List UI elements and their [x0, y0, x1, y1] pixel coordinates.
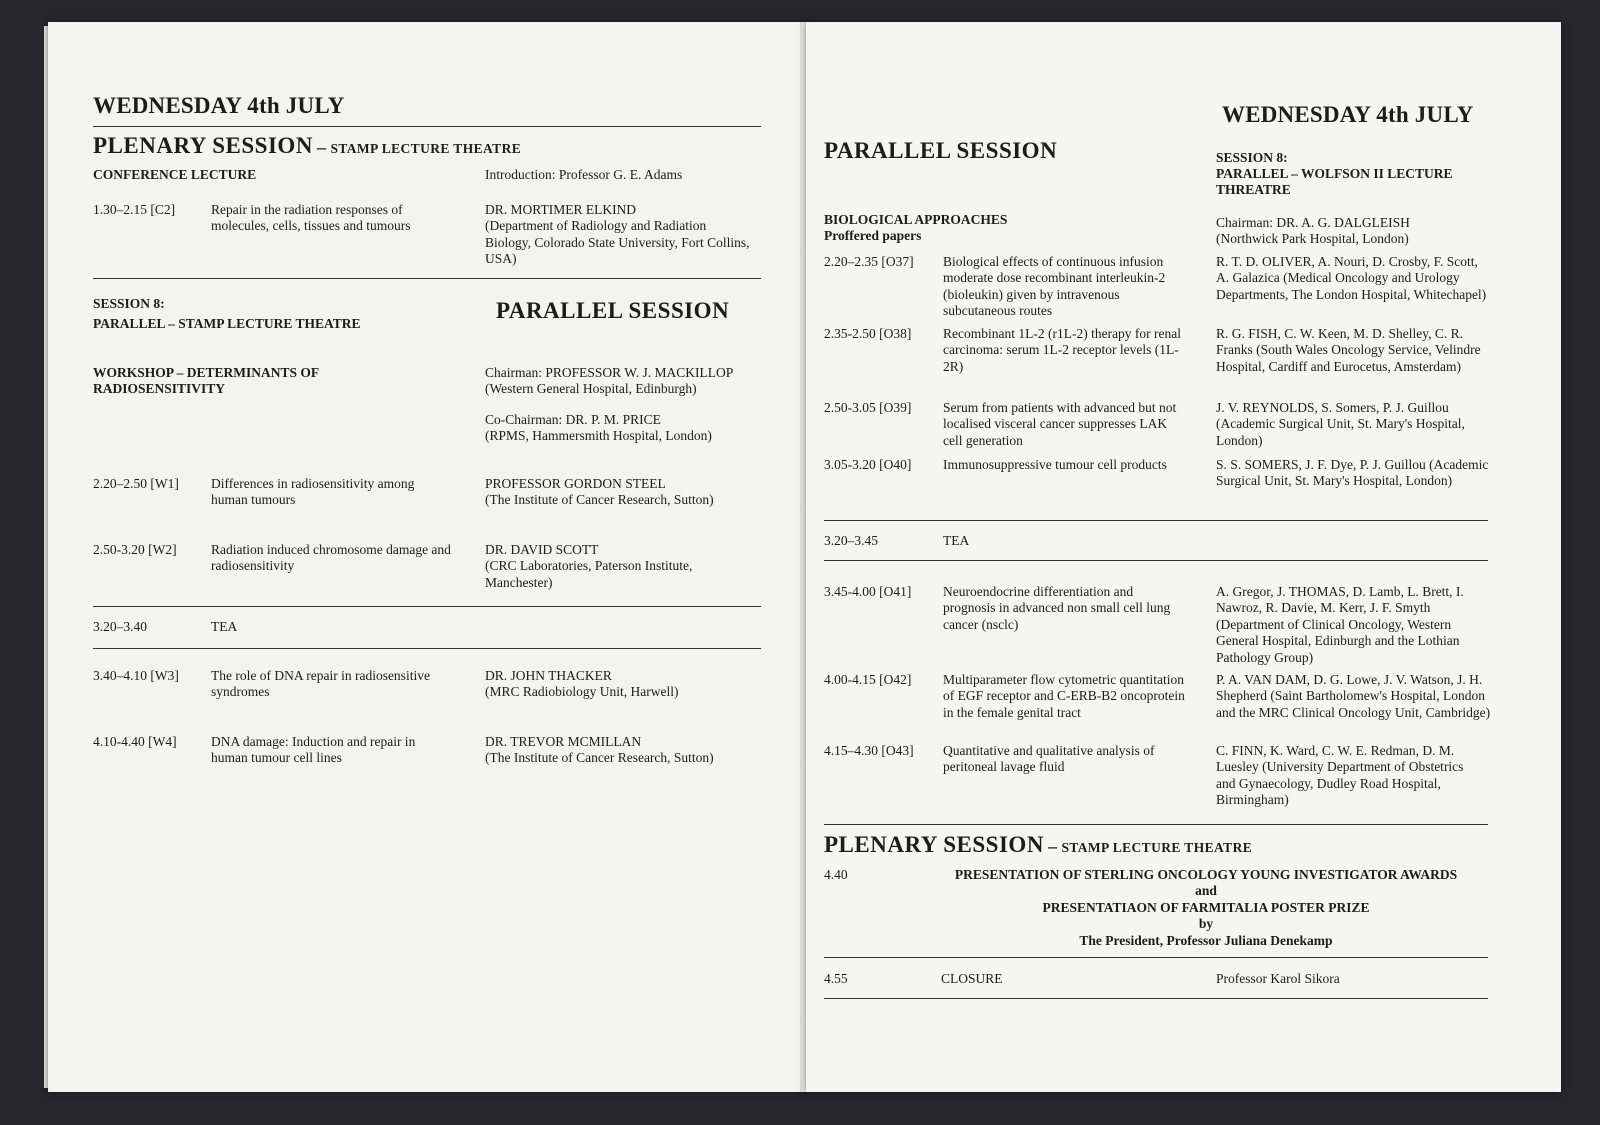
awards-block [916, 867, 1496, 949]
chairman: Chairman: DR. A. G. DALGLEISH [1216, 215, 1410, 230]
speaker-block [485, 668, 770, 701]
paper-title: Recombinant 1L-2 (r1L-2) therapy for renal carcinoma: serum 1L-2 receptor levels (1L-2R) [943, 326, 1182, 374]
introduction: Introduction: Professor G. E. Adams [485, 167, 683, 182]
parallel-session-heading: PARALLEL SESSION [496, 298, 730, 323]
conference-lecture-label: CONFERENCE LECTURE [93, 167, 257, 182]
paper-time: 4.00-4.15 [O42] [824, 672, 912, 687]
chairman-affiliation: (Western General Hospital, Edinburgh) [485, 381, 697, 397]
paper-authors: R. T. D. OLIVER, A. Nouri, D. Crosby, F. Scott, A. Galazica (Medical Oncology and Urology Departments, The London Hospital, Whitechapel) [1216, 254, 1487, 302]
awards-time: 4.40 [824, 867, 848, 882]
session-label: SESSION 8: [1216, 150, 1288, 165]
paper-title: Multiparameter flow cytometric quantitation of EGF receptor and C-ERB-B2 oncoprotein in the female genital tract [943, 672, 1185, 720]
divider [824, 998, 1488, 999]
paper-time: 2.20–2.35 [O37] [824, 254, 914, 269]
cochairman: Co-Chairman: DR. P. M. PRICE [485, 411, 661, 427]
chairman-affiliation: (Northwick Park Hospital, London) [1216, 231, 1409, 247]
awards-line-5: The President, Professor Juliana Denekamp [1079, 932, 1333, 948]
divider [824, 560, 1488, 561]
tea-time: 3.20–3.45 [824, 533, 878, 548]
talk-title: DNA damage: Induction and repair in human tumour cell lines [211, 734, 416, 766]
speaker-affiliation: (Department of Radiology and Radiation Biology, Colorado State University, Fort Collins, USA) [485, 218, 750, 267]
speaker-name: DR. MORTIMER ELKIND [485, 202, 637, 217]
tea-label: TEA [943, 533, 970, 548]
paper-title: Quantitative and qualitative analysis of peritoneal lavage fluid [943, 743, 1155, 775]
plenary-dash: – [316, 137, 327, 157]
chairman: Chairman: PROFESSOR W. J. MACKILLOP [485, 365, 734, 380]
speaker-name: DR. TREVOR MCMILLAN [485, 734, 642, 749]
paper-time: 2.35-2.50 [O38] [824, 326, 912, 341]
awards-line-1: PRESENTATION OF STERLING ONCOLOGY YOUNG INVESTIGATOR AWARDS [954, 867, 1458, 882]
tea-label: TEA [211, 619, 238, 634]
plenary-venue: STAMP LECTURE THEATRE [330, 141, 522, 156]
closure-time: 4.55 [824, 971, 848, 986]
talk-title: Radiation induced chromosome damage and radiosensitivity [211, 542, 451, 574]
workshop-chair-block [485, 365, 770, 445]
paper-authors: R. G. FISH, C. W. Keen, M. D. Shelley, C. R. Franks (South Wales Oncology Service, Velindre Hospital, Cardiff and Eurocetus, Amsterdam) [1216, 326, 1481, 374]
talk-title: Repair in the radiation responses of molecules, cells, tissues and tumours [211, 202, 411, 234]
plenary-heading [824, 832, 1252, 858]
paper-time: 2.50-3.05 [O39] [824, 400, 912, 415]
session-venue: PARALLEL – STAMP LECTURE THEATRE [93, 316, 361, 331]
speaker-block [485, 476, 770, 509]
closure-speaker: Professor Karol Sikora [1216, 971, 1340, 986]
paper-time: 4.15–4.30 [O43] [824, 743, 914, 758]
talk-time: 1.30–2.15 [C2] [93, 202, 176, 217]
chair-block [1216, 215, 1516, 248]
awards-line-2: and [1195, 883, 1217, 899]
plenary-heading [93, 133, 521, 159]
cochairman-affiliation: (RPMS, Hammersmith Hospital, London) [485, 428, 712, 444]
closure-label: CLOSURE [941, 971, 1003, 986]
paper-title: Serum from patients with advanced but not localised visceral cancer suppresses LAK cell generation [943, 400, 1177, 448]
paper-time: 3.05-3.20 [O40] [824, 457, 912, 472]
talk-time: 4.10-4.40 [W4] [93, 734, 177, 749]
tea-time: 3.20–3.40 [93, 619, 147, 634]
talk-time: 3.40–4.10 [W3] [93, 668, 179, 683]
paper-title: Immunosuppressive tumour cell products [943, 457, 1167, 472]
talk-title: The role of DNA repair in radiosensitive syndromes [211, 668, 430, 700]
divider [824, 520, 1488, 521]
speaker-block [485, 734, 770, 767]
divider [93, 606, 761, 607]
speaker-affiliation: (The Institute of Cancer Research, Sutton) [485, 492, 714, 508]
awards-line-3: PRESENTATIAON OF FARMITALIA POSTER PRIZE [1042, 899, 1370, 915]
divider [93, 278, 761, 279]
talk-time: 2.20–2.50 [W1] [93, 476, 179, 491]
parallel-session-heading: PARALLEL SESSION [824, 138, 1058, 163]
talk-title: Differences in radiosensitivity among human tumours [211, 476, 415, 508]
paper-authors: C. FINN, K. Ward, C. W. E. Redman, D. M. Luesley (University Department of Obstetrics and Gynaecology, Dudley Road Hospital, Birmingham) [1216, 743, 1464, 808]
speaker-block [485, 202, 755, 268]
speaker-affiliation: (MRC Radiobiology Unit, Harwell) [485, 684, 679, 700]
left-page [48, 22, 806, 1092]
speaker-name: PROFESSOR GORDON STEEL [485, 476, 666, 491]
day-heading: WEDNESDAY 4th JULY [1222, 102, 1474, 127]
divider [93, 648, 761, 649]
biological-subtitle: Proffered papers [824, 228, 922, 243]
paper-authors: A. Gregor, J. THOMAS, D. Lamb, L. Brett, I. Nawroz, R. Davie, M. Kerr, J. F. Smyth (Department of Clinical Oncology, Western General Hospital, Edinburgh and the Lothian Pathology Group) [1216, 584, 1464, 665]
paper-authors: J. V. REYNOLDS, S. Somers, P. J. Guillou (Academic Surgical Unit, St. Mary's Hospital, London) [1216, 400, 1465, 448]
talk-time: 2.50-3.20 [W2] [93, 542, 177, 557]
paper-title: Biological effects of continuous infusion moderate dose recombinant interleukin-2 (bioleukin) given by intravenous subcutaneous routes [943, 254, 1166, 319]
biological-title: BIOLOGICAL APPROACHES [824, 212, 1008, 227]
paper-time: 3.45-4.00 [O41] [824, 584, 912, 599]
paper-authors: P. A. VAN DAM, D. G. Lowe, J. V. Watson, J. H. Shepherd (Saint Bartholomew's Hospital, London and the MRC Clinical Oncology Unit, Cambridge) [1216, 672, 1491, 720]
day-heading: WEDNESDAY 4th JULY [93, 93, 345, 118]
right-page [806, 22, 1561, 1092]
speaker-affiliation: (CRC Laboratories, Paterson Institute, Manchester) [485, 558, 693, 590]
divider [824, 824, 1488, 825]
paper-authors: S. S. SOMERS, J. F. Dye, P. J. Guillou (Academic Surgical Unit, St. Mary's Hospital, London) [1216, 457, 1489, 489]
plenary-venue: STAMP LECTURE THEATRE [1061, 840, 1253, 855]
plenary-title: PLENARY SESSION [93, 133, 313, 158]
plenary-title: PLENARY SESSION [824, 832, 1044, 857]
awards-line-4: by [1198, 916, 1214, 932]
divider [824, 957, 1488, 958]
plenary-dash: – [1047, 836, 1058, 856]
speaker-name: DR. JOHN THACKER [485, 668, 612, 683]
session-label: SESSION 8: [93, 296, 165, 311]
divider [93, 126, 761, 127]
workshop-title: WORKSHOP – DETERMINANTS OF RADIOSENSITIVITY [93, 365, 319, 397]
session-venue: PARALLEL – WOLFSON II LECTURE THREATRE [1216, 166, 1453, 198]
paper-title: Neuroendocrine differentiation and prognosis in advanced non small cell lung cancer (nsclc) [943, 584, 1171, 632]
speaker-affiliation: (The Institute of Cancer Research, Sutton) [485, 750, 714, 766]
speaker-block [485, 542, 735, 591]
speaker-name: DR. DAVID SCOTT [485, 542, 599, 557]
